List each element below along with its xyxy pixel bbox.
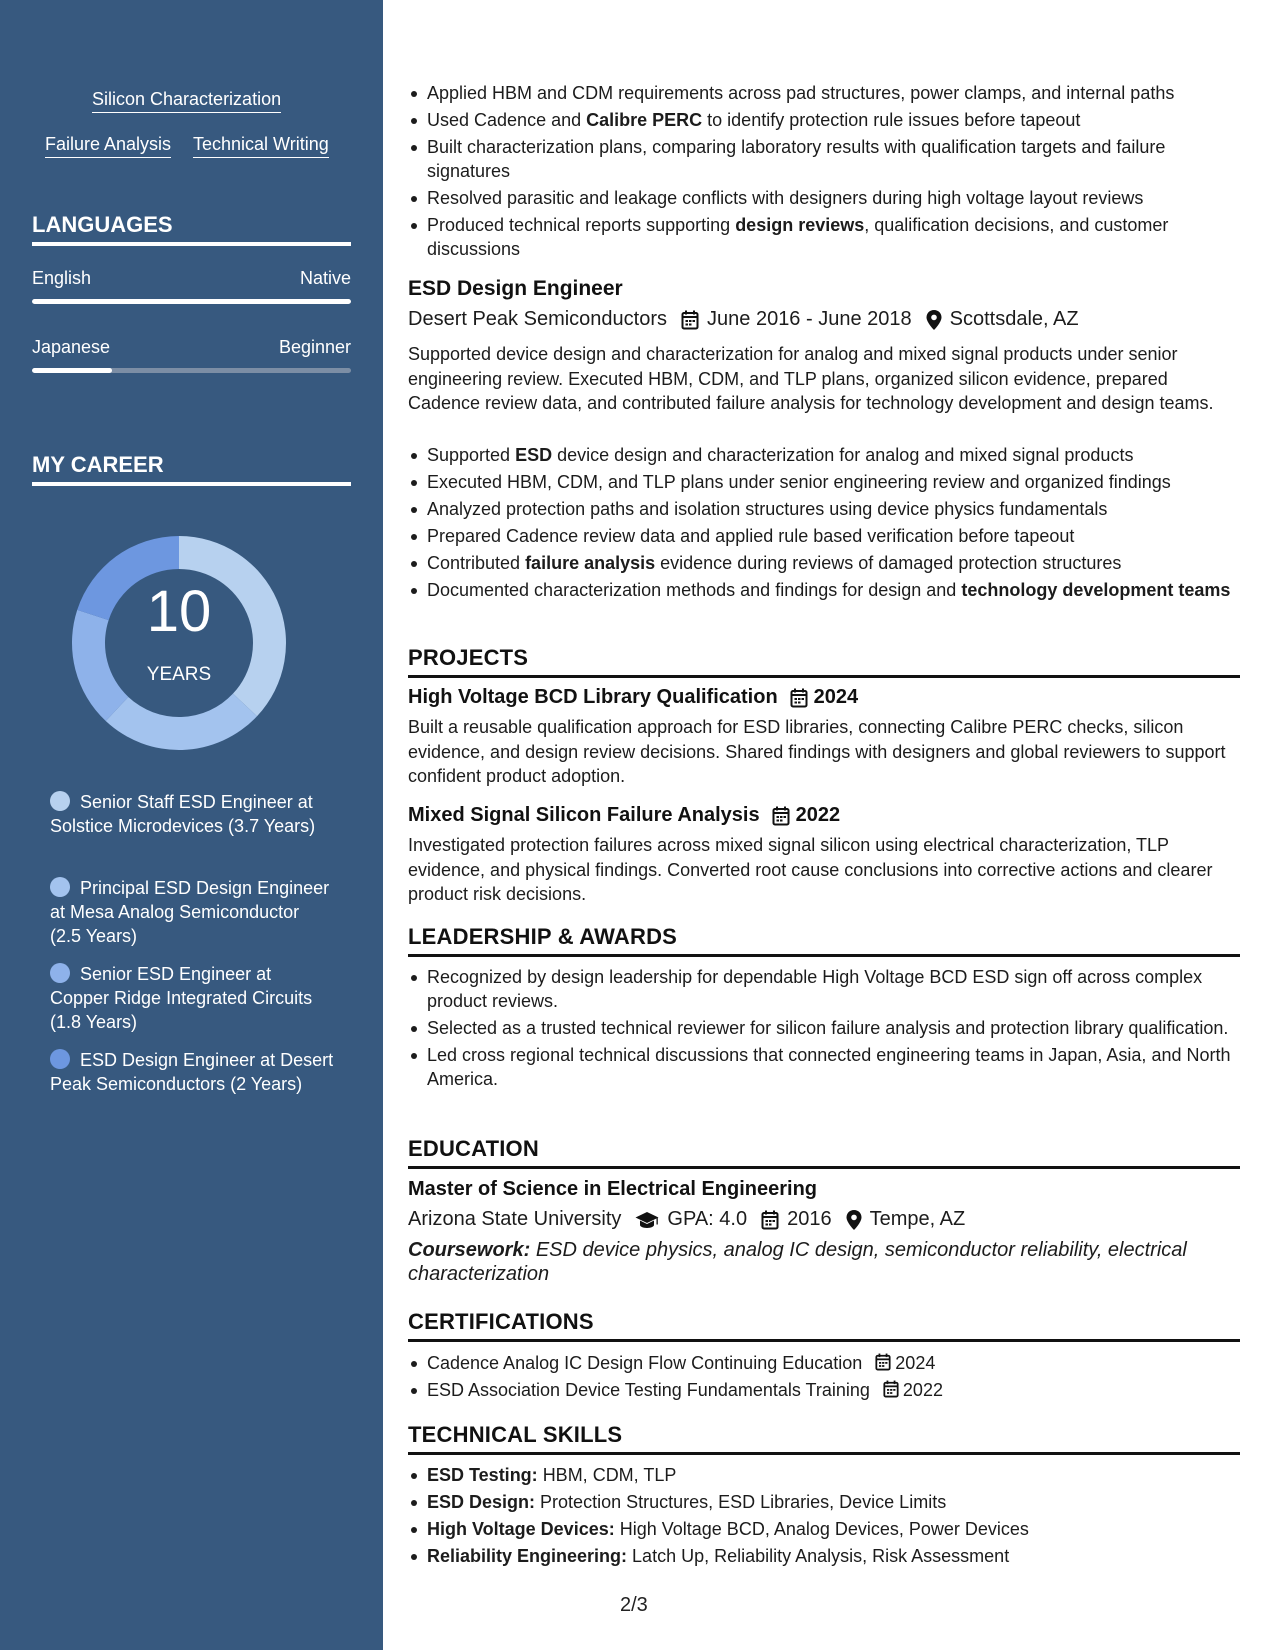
career-legend-item — [50, 1048, 335, 1096]
education-meta — [408, 1208, 1240, 1231]
job-location: Scottsdale, AZ — [949, 308, 1079, 330]
certifications-heading: CERTIFICATIONS — [408, 1309, 1240, 1342]
certification-year: 2024 — [895, 1353, 936, 1373]
graduation-cap-icon — [635, 1211, 659, 1229]
skill-item — [408, 1544, 1240, 1568]
legend-dot — [50, 791, 70, 811]
gpa: GPA: 4.0 — [667, 1208, 748, 1230]
language-row — [32, 268, 351, 289]
language-level: Native — [299, 268, 351, 288]
certification-date — [875, 1351, 935, 1375]
job-title: ESD Design Engineer — [408, 277, 623, 300]
education-heading: EDUCATION — [408, 1136, 1240, 1169]
language-bar-fill — [32, 299, 351, 304]
language-level: Beginner — [278, 337, 351, 357]
certification-item — [408, 1378, 1240, 1402]
bullet-item: Led cross regional technical discussions that connected engineering teams in Japan, Asia, and North America. — [408, 1043, 1240, 1091]
calendar-icon — [681, 310, 699, 330]
legend-dot — [50, 1049, 70, 1069]
job-summary: Supported device design and characterization for analog and mixed signal products under senior engineering review. Executed HBM, CDM, and TLP plans, organized silicon evidence, prepared Cadence review data, and contributed failure analysis for technology development and design teams. — [408, 344, 1214, 413]
language-bar — [32, 299, 351, 304]
calendar-icon — [790, 688, 808, 708]
skill-tag: Silicon Characterization — [92, 89, 281, 113]
sidebar — [0, 0, 383, 1650]
location-pin-icon — [926, 310, 942, 330]
project-description: Investigated protection failures across mixed signal silicon using electrical characterization, TLP evidence, and physical findings. Converted root cause conclusions into corrective actions and clearer product risk decisions. — [408, 835, 1213, 904]
certification-name: ESD Association Device Testing Fundamentals Training — [427, 1380, 870, 1400]
calendar-icon — [883, 1380, 899, 1398]
location-pin-icon — [846, 1210, 862, 1230]
certification-year: 2022 — [902, 1380, 943, 1400]
calendar-icon — [761, 1210, 779, 1230]
skill-tag: Technical Writing — [193, 134, 329, 158]
graduation-year: 2016 — [787, 1208, 832, 1230]
job-meta — [408, 308, 1240, 331]
bullet-item: Selected as a trusted technical reviewer for silicon failure analysis and protection library qualification. — [408, 1016, 1240, 1040]
language-row — [32, 337, 351, 358]
career-years-unit: YEARS — [146, 664, 212, 685]
project-title-row — [408, 686, 1240, 709]
language-bar-fill — [32, 368, 112, 373]
legend-dot — [50, 963, 70, 983]
certification-item — [408, 1351, 1240, 1375]
skill-item — [408, 1463, 1240, 1487]
skill-value: Protection Structures, ESD Libraries, Device Limits — [540, 1492, 947, 1512]
bullet-item: Executed HBM, CDM, and TLP plans under senior engineering review and organized findings — [408, 470, 1240, 494]
calendar-icon — [875, 1353, 891, 1371]
degree-title: Master of Science in Electrical Engineering — [408, 1178, 818, 1200]
school-location: Tempe, AZ — [869, 1208, 966, 1230]
skill-value: High Voltage BCD, Analog Devices, Power Devices — [619, 1519, 1029, 1539]
project-description: Built a reusable qualification approach for ESD libraries, connecting Calibre PERC checks, silicon evidence, and design review decisions. Shared findings with designers and global reviewers to support confident product adoption. — [408, 717, 1226, 786]
skill-label: Reliability Engineering: — [427, 1546, 628, 1566]
languages-heading: LANGUAGES — [32, 212, 351, 246]
bullet-item: Produced technical reports supporting design reviews, qualification decisions, and customer discussions — [408, 213, 1240, 261]
coursework-label: Coursework: — [408, 1239, 531, 1261]
career-label: Senior ESD Engineer at Copper Ridge Integrated Circuits (1.8 Years) — [50, 964, 313, 1032]
bullet-item: Used Cadence and Calibre PERC to identify protection rule issues before tapeout — [408, 108, 1240, 132]
project-title: Mixed Signal Silicon Failure Analysis — [408, 804, 760, 826]
career-label: Senior Staff ESD Engineer at Solstice Microdevices (3.7 Years) — [50, 792, 316, 836]
language-name: English — [32, 268, 92, 288]
skill-label: High Voltage Devices: — [427, 1519, 615, 1539]
certification-name: Cadence Analog IC Design Flow Continuing Education — [427, 1353, 863, 1373]
skill-tag: Failure Analysis — [45, 134, 171, 158]
leadership-heading: LEADERSHIP & AWARDS — [408, 924, 1240, 957]
skills-list — [408, 1463, 1240, 1571]
career-legend-item — [50, 790, 335, 838]
donut-slice-1 — [106, 694, 257, 750]
job-dates: June 2016 - June 2018 — [707, 308, 912, 330]
bullet-item: Analyzed protection paths and isolation structures using device physics fundamentals — [408, 497, 1240, 521]
skill-label: ESD Design: — [427, 1492, 536, 1512]
bullet-item: Supported ESD device design and characterization for analog and mixed signal products — [408, 443, 1240, 467]
career-legend-item — [50, 876, 335, 948]
career-total-years: 10 — [146, 579, 212, 644]
skill-label: ESD Testing: — [427, 1465, 538, 1485]
bullet-item: Resolved parasitic and leakage conflicts with designers during high voltage layout reviews — [408, 186, 1240, 210]
career-label: Principal ESD Design Engineer at Mesa Analog Semiconductor (2.5 Years) — [50, 878, 330, 946]
skill-item — [408, 1517, 1240, 1541]
main-content — [408, 0, 1240, 1650]
job-bullets — [408, 443, 1240, 605]
bullet-item: Applied HBM and CDM requirements across pad structures, power clamps, and internal paths — [408, 81, 1240, 105]
skill-value: HBM, CDM, TLP — [542, 1465, 677, 1485]
certifications-list — [408, 1351, 1240, 1405]
certification-date — [883, 1378, 943, 1402]
bullet-item: Documented characterization methods and findings for design and technology development teams — [408, 578, 1240, 602]
calendar-icon — [772, 806, 790, 826]
career-heading: MY CAREER — [32, 452, 351, 486]
coursework — [408, 1238, 1240, 1286]
bullet-item: Recognized by design leadership for dependable High Voltage BCD ESD sign off across complex product reviews. — [408, 965, 1240, 1013]
skills-heading: TECHNICAL SKILLS — [408, 1422, 1240, 1455]
language-bar — [32, 368, 351, 373]
bullet-item: Prepared Cadence review data and applied rule based verification before tapeout — [408, 524, 1240, 548]
prev-experience-bullets — [408, 81, 1240, 264]
school-name: Arizona State University — [408, 1208, 622, 1230]
company-name: Desert Peak Semiconductors — [408, 308, 668, 330]
project-year: 2022 — [795, 804, 841, 826]
skill-item — [408, 1490, 1240, 1514]
project-title-row — [408, 804, 1240, 827]
bullet-item: Built characterization plans, comparing laboratory results with qualification targets and failure signatures — [408, 135, 1240, 183]
leadership-bullets — [408, 965, 1240, 1094]
career-label: ESD Design Engineer at Desert Peak Semiconductors (2 Years) — [50, 1050, 334, 1094]
skill-value: Latch Up, Reliability Analysis, Risk Assessment — [632, 1546, 1010, 1566]
career-legend-item — [50, 962, 335, 1034]
project-title: High Voltage BCD Library Qualification — [408, 686, 778, 708]
page-number: 2/3 — [620, 1594, 648, 1616]
language-name: Japanese — [32, 337, 111, 357]
bullet-item: Contributed failure analysis evidence during reviews of damaged protection structures — [408, 551, 1240, 575]
project-year: 2024 — [813, 686, 859, 708]
coursework-text: ESD device physics, analog IC design, semiconductor reliability, electrical characterization — [408, 1239, 1187, 1285]
career-donut-chart — [66, 530, 292, 756]
legend-dot — [50, 877, 70, 897]
projects-heading: PROJECTS — [408, 645, 1240, 678]
